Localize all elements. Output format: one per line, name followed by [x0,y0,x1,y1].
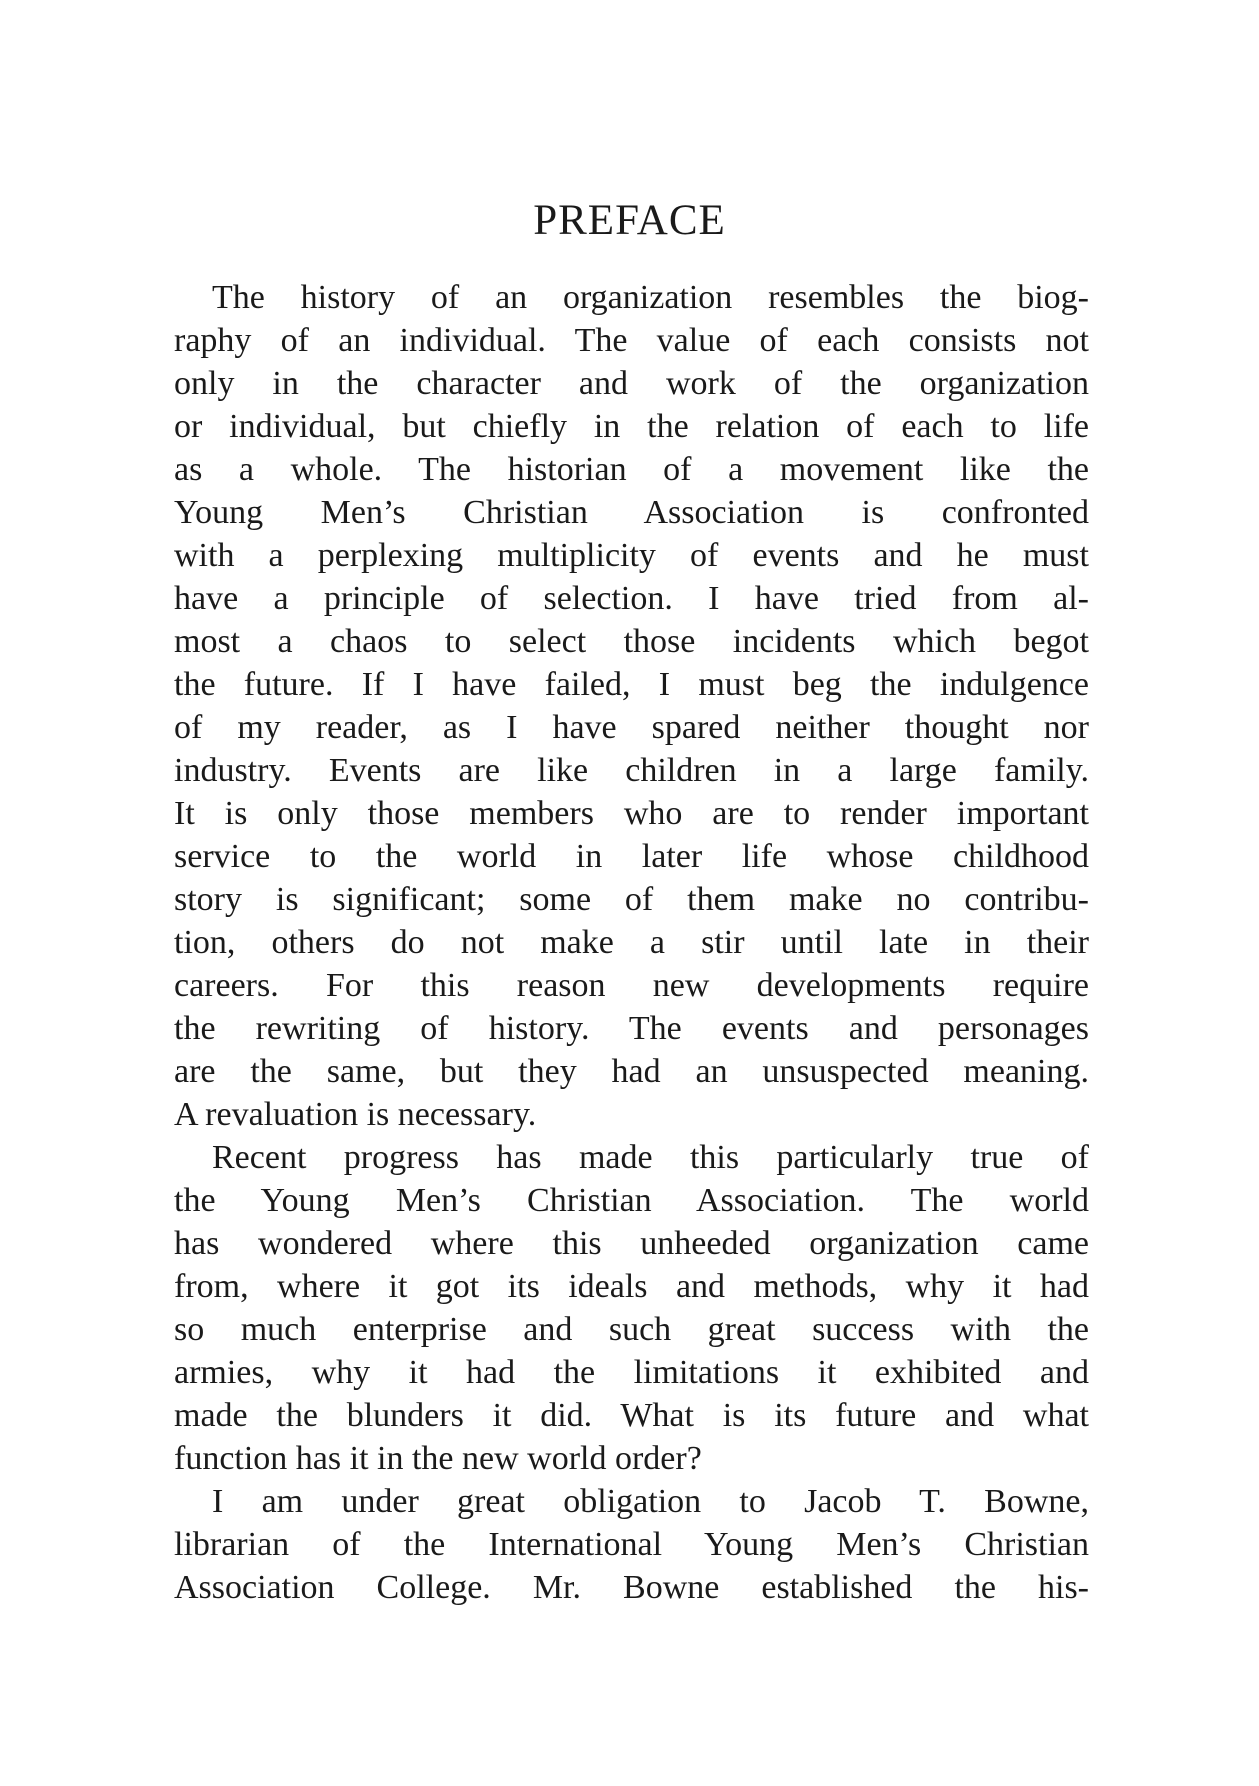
text-line: the Young Men’s Christian Association. The world [174,1182,1089,1219]
text-line: industry. Events are like children in a large family. [174,752,1089,789]
page-title: PREFACE [533,197,726,244]
text-line: service to the world in later life whose childhood [174,838,1089,875]
text-line: The history of an organization resembles the biog- [212,279,1089,316]
text-line: tion, others do not make a stir until late in their [174,924,1089,961]
text-line: the rewriting of history. The events and personages [174,1010,1089,1047]
text-line: are the same, but they had an unsuspected meaning. [174,1053,1089,1090]
preface-body [174,276,1089,1609]
text-line: made the blunders it did. What is its future and what [174,1397,1089,1434]
text-line: or individual, but chiefly in the relation of each to life [174,408,1089,445]
text-line: of my reader, as I have spared neither thought nor [174,709,1089,746]
text-line: It is only those members who are to render important [174,795,1089,832]
text-line: most a chaos to select those incidents which begot [174,623,1089,660]
text-line: careers. For this reason new developments require [174,967,1089,1004]
text-line: function has it in the new world order? [174,1440,702,1477]
text-line: have a principle of selection. I have tried from al- [174,580,1089,617]
text-line: librarian of the International Young Men’s Christian [174,1526,1089,1563]
text-line: I am under great obligation to Jacob T. Bowne, [212,1483,1089,1520]
text-line: so much enterprise and such great success with the [174,1311,1089,1348]
text-line: Recent progress has made this particularly true of [212,1139,1089,1176]
text-line: has wondered where this unheeded organization came [174,1225,1089,1262]
text-line: as a whole. The historian of a movement like the [174,451,1089,488]
text-line: only in the character and work of the organization [174,365,1089,402]
text-line: with a perplexing multiplicity of events and he must [174,537,1089,574]
text-line: Association College. Mr. Bowne established the his- [174,1569,1089,1606]
text-line: raphy of an individual. The value of each consists not [174,322,1089,359]
text-line: from, where it got its ideals and methods, why it had [174,1268,1089,1305]
text-line: A revaluation is necessary. [174,1096,537,1133]
text-line: story is significant; some of them make no contribu- [174,881,1089,918]
text-line: Young Men’s Christian Association is confronted [174,494,1089,531]
text-line: armies, why it had the limitations it exhibited and [174,1354,1089,1391]
text-line: the future. If I have failed, I must beg the indulgence [174,666,1089,703]
